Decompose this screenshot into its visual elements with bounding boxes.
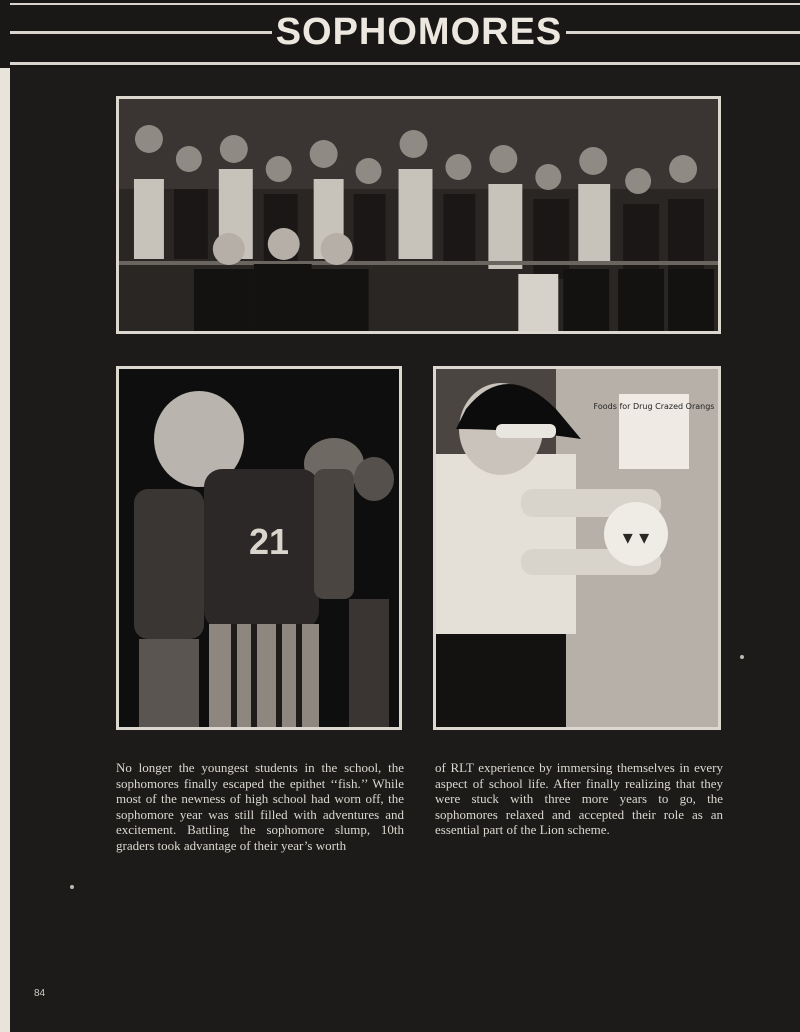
header-rule-top: [10, 3, 800, 5]
article-column-left: No longer the youngest students in the school, the sophomores finally escaped the epithet ‘‘fish.’’ While most of the newness of high school had worn off, the sophomore year was still filled with adventures and excitement. Battling the sophomore slump, 10th graders took advantage of their year’s worth: [116, 760, 404, 853]
page-header: [0, 0, 800, 68]
article-column-right: of RLT experience by immersing themselves in every aspect of school life. After finally realizing that they were stuck with three more years to go, the sophomores relaxed and accepted their role as an essential part of the Lion scheme.: [435, 760, 723, 838]
crowd-photo: [116, 96, 721, 334]
page-number: 84: [34, 988, 46, 999]
speck: [70, 885, 74, 889]
football-player-photo: [116, 366, 402, 730]
jersey-number: 21: [249, 521, 290, 562]
header-rule-right: [566, 31, 800, 34]
pumpkin-sign: Foods for Drug Crazed Orangs: [593, 402, 715, 411]
page-edge: [0, 0, 10, 1032]
header-rule-bottom: [10, 62, 800, 65]
football-player-photo-icon: [119, 369, 399, 727]
crowd-photo-icon: [119, 99, 718, 331]
header-rule-left: [10, 31, 272, 34]
page-title: SOPHOMORES: [275, 11, 563, 53]
jack-o-lantern-face: ▾ ▾: [622, 525, 650, 549]
speck: [740, 655, 744, 659]
pumpkin-student-photo: [433, 366, 721, 730]
pumpkin-student-photo-icon: [436, 369, 718, 727]
